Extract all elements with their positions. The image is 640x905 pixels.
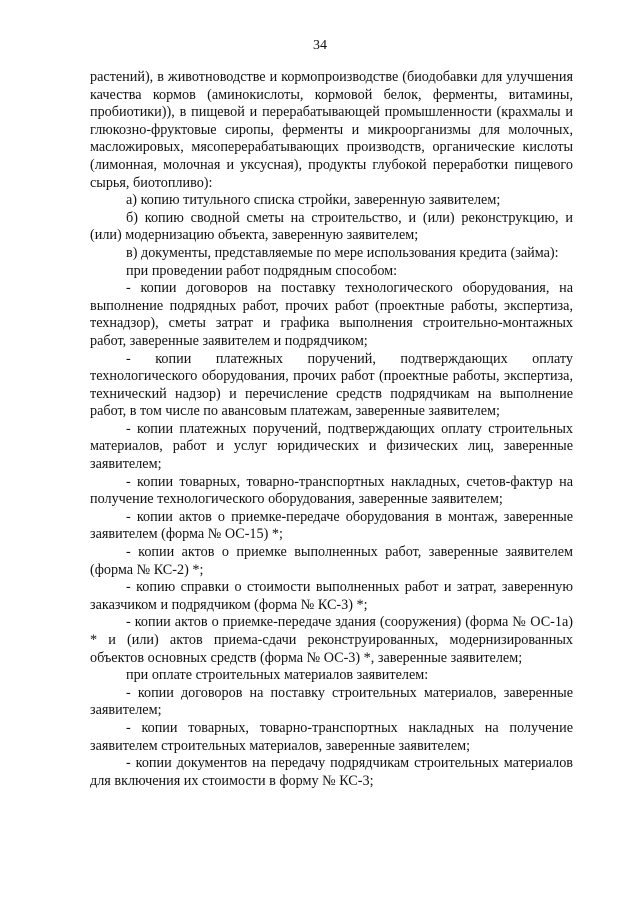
list-item: - копии товарных, товарно-транспортных накладных на получение заявителем строительных материалов, заверенные заявителем; [90, 719, 573, 754]
paragraph: растений), в животноводстве и кормопроизводстве (биодобавки для улучшения качества кормов (аминокислоты, кормовой белок, ферменты, витамины, пробиотики)), в пищевой и перерабатывающей промышленности (крахмалы и глюкозно-фруктовые сиропы, ферменты и микроорганизмы для молочных, масложировых, мясоперерабатывающих производств, органические кислоты (лимонная, молочная и уксусная), продукты глубокой переработки пищевого сырья, биотопливо): [90, 69, 573, 191]
list-item: - копию справки о стоимости выполненных работ и затрат, заверенную заказчиком и подрядчиком (форма № КС-3) *; [90, 579, 573, 613]
paragraph: б) копию сводной сметы на строительство, и (или) реконструкцию, и (или) модернизацию объекта, заверенную заявителем; [90, 209, 573, 244]
list-item: - копии платежных поручений, подтверждающих оплату строительных материалов, работ и услуг юридических и физических лиц, заверенные заявителем; [90, 420, 573, 473]
list-item: - копии платежных поручений, подтверждающих оплату технологического оборудования, прочих работ (проектные работы, экспертиза, технический надзор) и перечисление средств подрядчикам на выполнение работ, в том числе по авансовым платежам, заверенные заявителем; [90, 350, 573, 420]
document-body [90, 69, 573, 790]
page-number: 34 [313, 38, 327, 53]
paragraph: при оплате строительных материалов заявителем: [126, 667, 429, 684]
list-item: - копии товарных, товарно-транспортных накладных, счетов-фактур на получение технологического оборудования, заверенные заявителем; [90, 473, 573, 508]
list-item: - копии актов о приемке-передаче здания (сооружения) (форма № ОС-1а) * и (или) актов приема-сдачи реконструированных, модернизированных объектов основных средств (форма № ОС-3) *, заверенные заявителем; [90, 614, 573, 666]
paragraph: при проведении работ подрядным способом: [126, 262, 398, 279]
paragraph: а) копию титульного списка стройки, заверенную заявителем; [126, 192, 501, 209]
paragraph: в) документы, представляемые по мере использования кредита (займа): [126, 244, 559, 261]
list-item: - копии актов о приемке-передаче оборудования в монтаж, заверенные заявителем (форма № ОС-15) *; [90, 508, 573, 543]
list-item: - копии документов на передачу подрядчикам строительных материалов для включения их стоимости в форму № КС-3; [90, 755, 573, 789]
list-item: - копии договоров на поставку строительных материалов, заверенные заявителем; [90, 684, 573, 719]
list-item: - копии договоров на поставку технологического оборудования, на выполнение подрядных работ, прочих работ (проектные работы, экспертиза, технадзор), сметы затрат и графика выполнения строительно-монтажных работ, заверенные заявителем и подрядчиком; [90, 280, 573, 349]
list-item: - копии актов о приемке выполненных работ, заверенные заявителем (форма № КС-2) *; [90, 544, 573, 578]
